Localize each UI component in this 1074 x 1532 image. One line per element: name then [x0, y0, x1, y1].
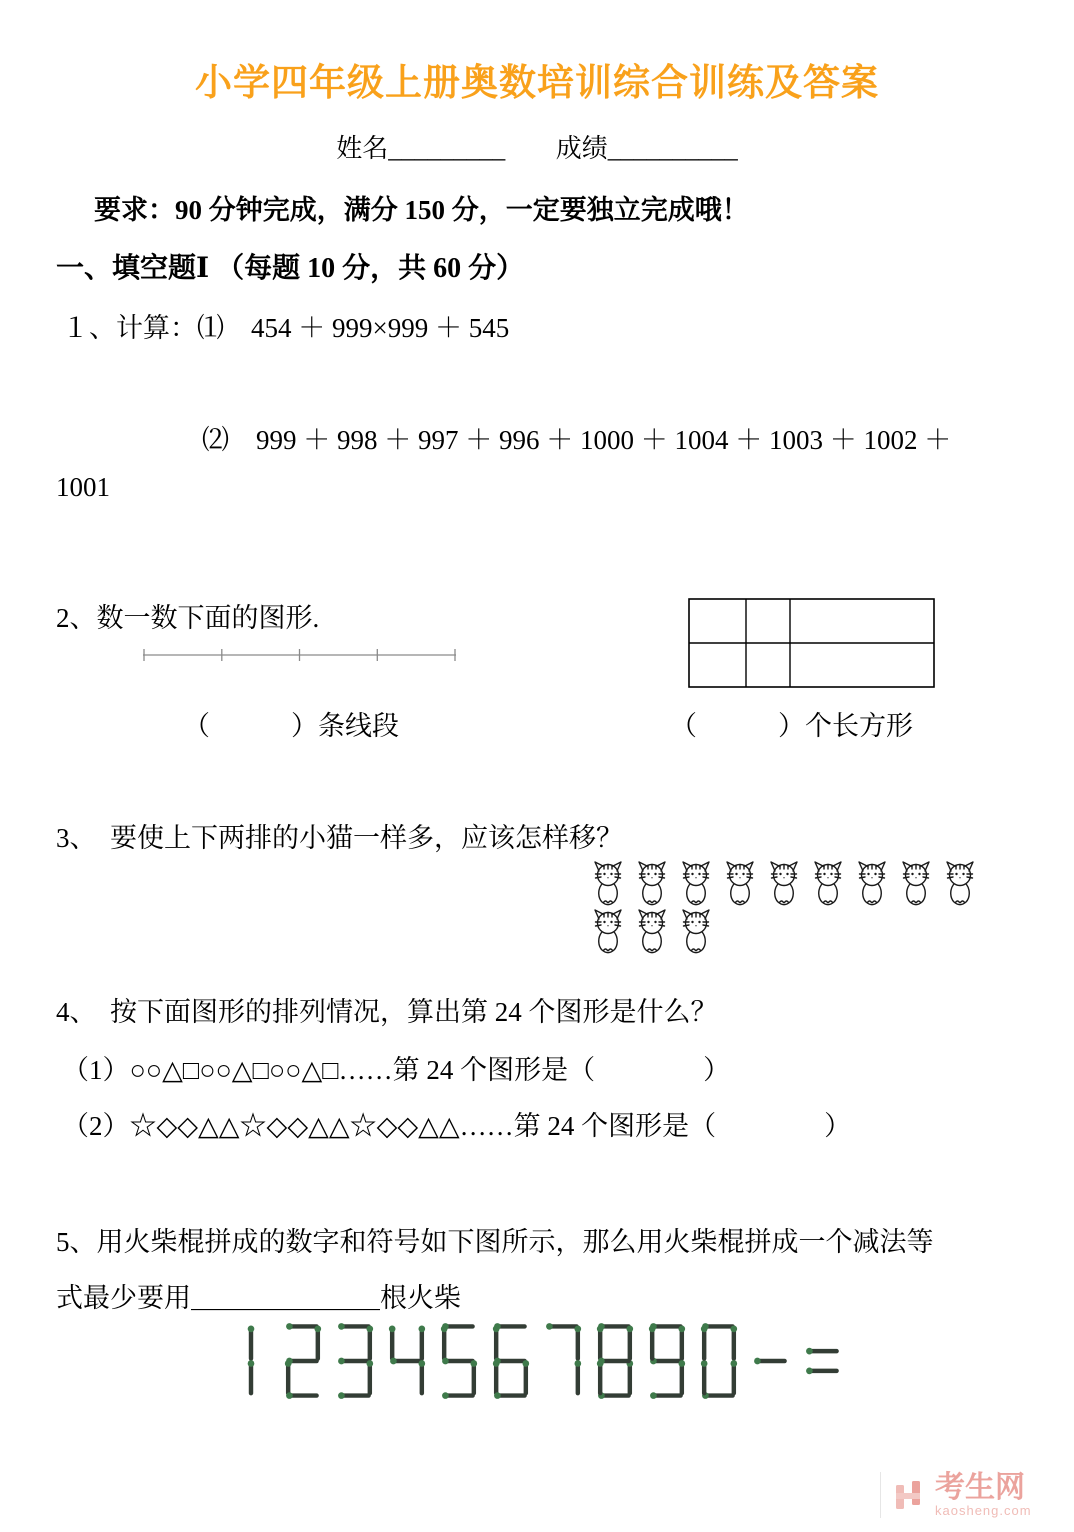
- matchstick-char: [490, 1316, 532, 1406]
- q1-line1: １、计算：⑴ 454 ＋ 999×999 ＋ 545: [62, 313, 510, 343]
- cat-icon: [630, 860, 674, 906]
- matchstick-char: [542, 1316, 584, 1406]
- q1-line2: ⑵ 999 ＋ 998 ＋ 997 ＋ 996 ＋ 1000 ＋ 1004 ＋ 1003 ＋ 1002 ＋: [202, 425, 952, 455]
- matchstick-char: [438, 1316, 480, 1406]
- cat-icon: [586, 860, 630, 906]
- cat-icon: [806, 860, 850, 906]
- cat-icon: [894, 860, 938, 906]
- matchstick-figure: [230, 1316, 854, 1406]
- cat-icon: [674, 860, 718, 906]
- cat-icon: [762, 860, 806, 906]
- segment-figure: [142, 646, 457, 664]
- matchstick-char: [594, 1316, 636, 1406]
- q3-text: 3、 要使上下两排的小猫一样多，应该怎样移？: [56, 823, 623, 853]
- name-score-line: [0, 128, 1074, 165]
- requirements-line: 要求：90 分钟完成，满分 150 分，一定要独立完成哦！: [94, 195, 749, 225]
- watermark-logo-icon: [891, 1477, 927, 1513]
- q2-answer-rectangles: （ ）个长方形: [670, 711, 913, 741]
- cat-icon: [938, 860, 982, 906]
- matchstick-char: [230, 1316, 272, 1406]
- watermark-name: 考生网: [935, 1471, 1025, 1505]
- page-title: 小学四年级上册奥数培训综合训练及答案: [195, 62, 879, 103]
- name-field: 姓名_________: [336, 134, 506, 163]
- grid-figure: [688, 598, 935, 688]
- section-heading: 一、填空题Ⅰ （每题 10 分，共 60 分）: [56, 253, 525, 284]
- q5-line2: 式最少要用＿＿＿＿＿＿＿根火柴: [56, 1283, 461, 1313]
- cat-icon: [850, 860, 894, 906]
- q2-answer-segments: （ ）条线段: [183, 711, 399, 741]
- q1-line3: 1001: [56, 472, 110, 502]
- watermark-domain: kaosheng.com: [935, 1502, 1032, 1518]
- q5-line1: 5、用火柴棍拼成的数字和符号如下图所示，那么用火柴棍拼成一个减法等: [56, 1227, 934, 1257]
- matchstick-char: [646, 1316, 688, 1406]
- q4-option1: （1）○○△□○○△□○○△□……第 24 个图形是（ ）: [62, 1055, 731, 1085]
- matchstick-char: [698, 1316, 740, 1406]
- matchstick-char: [282, 1316, 324, 1406]
- matchstick-char: [802, 1316, 844, 1406]
- cats-row-top: [586, 860, 982, 906]
- score-field: 成绩__________: [555, 134, 738, 163]
- q2-text: 2、数一数下面的图形.: [56, 603, 320, 633]
- cat-icon: [674, 908, 718, 954]
- cat-icon: [718, 860, 762, 906]
- matchstick-char: [334, 1316, 376, 1406]
- watermark-divider: [880, 1472, 881, 1518]
- q4-option2: （2）☆◇◇△△☆◇◇△△☆◇◇△△……第 24 个图形是（ ）: [62, 1111, 852, 1141]
- q4-text: 4、 按下面图形的排列情况，算出第 24 个图形是什么？: [56, 997, 718, 1027]
- matchstick-char: [386, 1316, 428, 1406]
- cat-icon: [586, 908, 630, 954]
- watermark: [880, 1472, 1032, 1518]
- cat-icon: [630, 908, 674, 954]
- matchstick-char: [750, 1316, 792, 1406]
- cats-row-bottom: [586, 908, 718, 954]
